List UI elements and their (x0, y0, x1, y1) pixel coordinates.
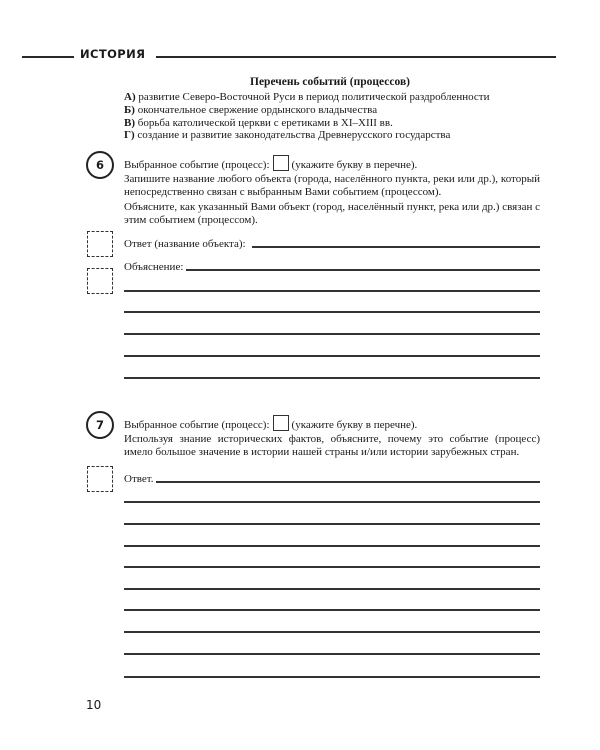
task-6-answer-label: Ответ (название объекта): (124, 238, 246, 250)
task-6-letter-box[interactable] (273, 155, 289, 171)
task-7-answer-label: Ответ. (124, 473, 154, 485)
event-item-a: А) развитие Северо-Восточной Руси в период политической раздробленности (124, 91, 490, 103)
task-6-answer-score-box[interactable] (87, 231, 113, 257)
task-7-letter-box[interactable] (273, 415, 289, 431)
event-item-c: В) борьба католической церкви с еретиками в XI–XIII вв. (124, 116, 393, 129)
task-7-number: 7 (86, 411, 114, 439)
task-7-answer-line-2[interactable] (124, 501, 540, 503)
task-6-instruction-1: Запишите название любого объекта (города, населённого пункта, реки или др.), который непосредственно связан с выбранным Вами событием (процессом). (124, 173, 540, 199)
task-6-answer-line[interactable] (252, 246, 540, 248)
page-number: 10 (86, 698, 102, 712)
task-7-answer-line-5[interactable] (124, 566, 540, 568)
task-7-answer-line-1[interactable] (156, 481, 540, 483)
header-rule-right (156, 56, 556, 58)
task-6-explanation-line-2[interactable] (124, 290, 540, 292)
task-6-explanation-line-3[interactable] (124, 311, 540, 313)
events-list-title: Перечень событий (процессов) (250, 76, 410, 88)
task-6-explanation-line-4[interactable] (124, 333, 540, 335)
task-6-number: 6 (86, 151, 114, 179)
task-6-instruction-2: Объясните, как указанный Вами объект (город, населённый пункт, река или др.) связан с этим событием (процессом). (124, 201, 540, 227)
task-6-explanation-line-6[interactable] (124, 377, 540, 379)
task-6-explanation-label: Объяснение: (124, 261, 184, 273)
section-title: ИСТОРИЯ (80, 47, 146, 61)
task-6-explanation-score-box[interactable] (87, 268, 113, 294)
event-item-b: Б) окончательное свержение ордынского владычества (124, 103, 378, 116)
task-7-answer-line-9[interactable] (124, 653, 540, 655)
task-7-answer-line-3[interactable] (124, 523, 540, 525)
task-7-instruction: Используя знание исторических фактов, объясните, почему это событие (процесс) имело большое значение в истории нашей страны и/или истории зарубежных стран. (124, 433, 540, 459)
task-7-selected-event: Выбранное событие (процесс): (укажите букву в перечне). (124, 415, 417, 431)
header-rule-left (22, 56, 74, 58)
task-7-answer-line-7[interactable] (124, 609, 540, 611)
task-7-answer-line-10[interactable] (124, 676, 540, 678)
task-6-explanation-line-5[interactable] (124, 355, 540, 357)
task-7-answer-score-box[interactable] (87, 466, 113, 492)
events-list (124, 91, 489, 142)
task-6-explanation-line-1[interactable] (186, 269, 540, 271)
task-6-selected-event: Выбранное событие (процесс): (укажите букву в перечне). (124, 155, 417, 171)
task-7-answer-line-4[interactable] (124, 545, 540, 547)
task-7-answer-line-6[interactable] (124, 588, 540, 590)
event-item-d: Г) создание и развитие законодательства Древнерусского государства (124, 129, 451, 142)
task-7-answer-line-8[interactable] (124, 631, 540, 633)
